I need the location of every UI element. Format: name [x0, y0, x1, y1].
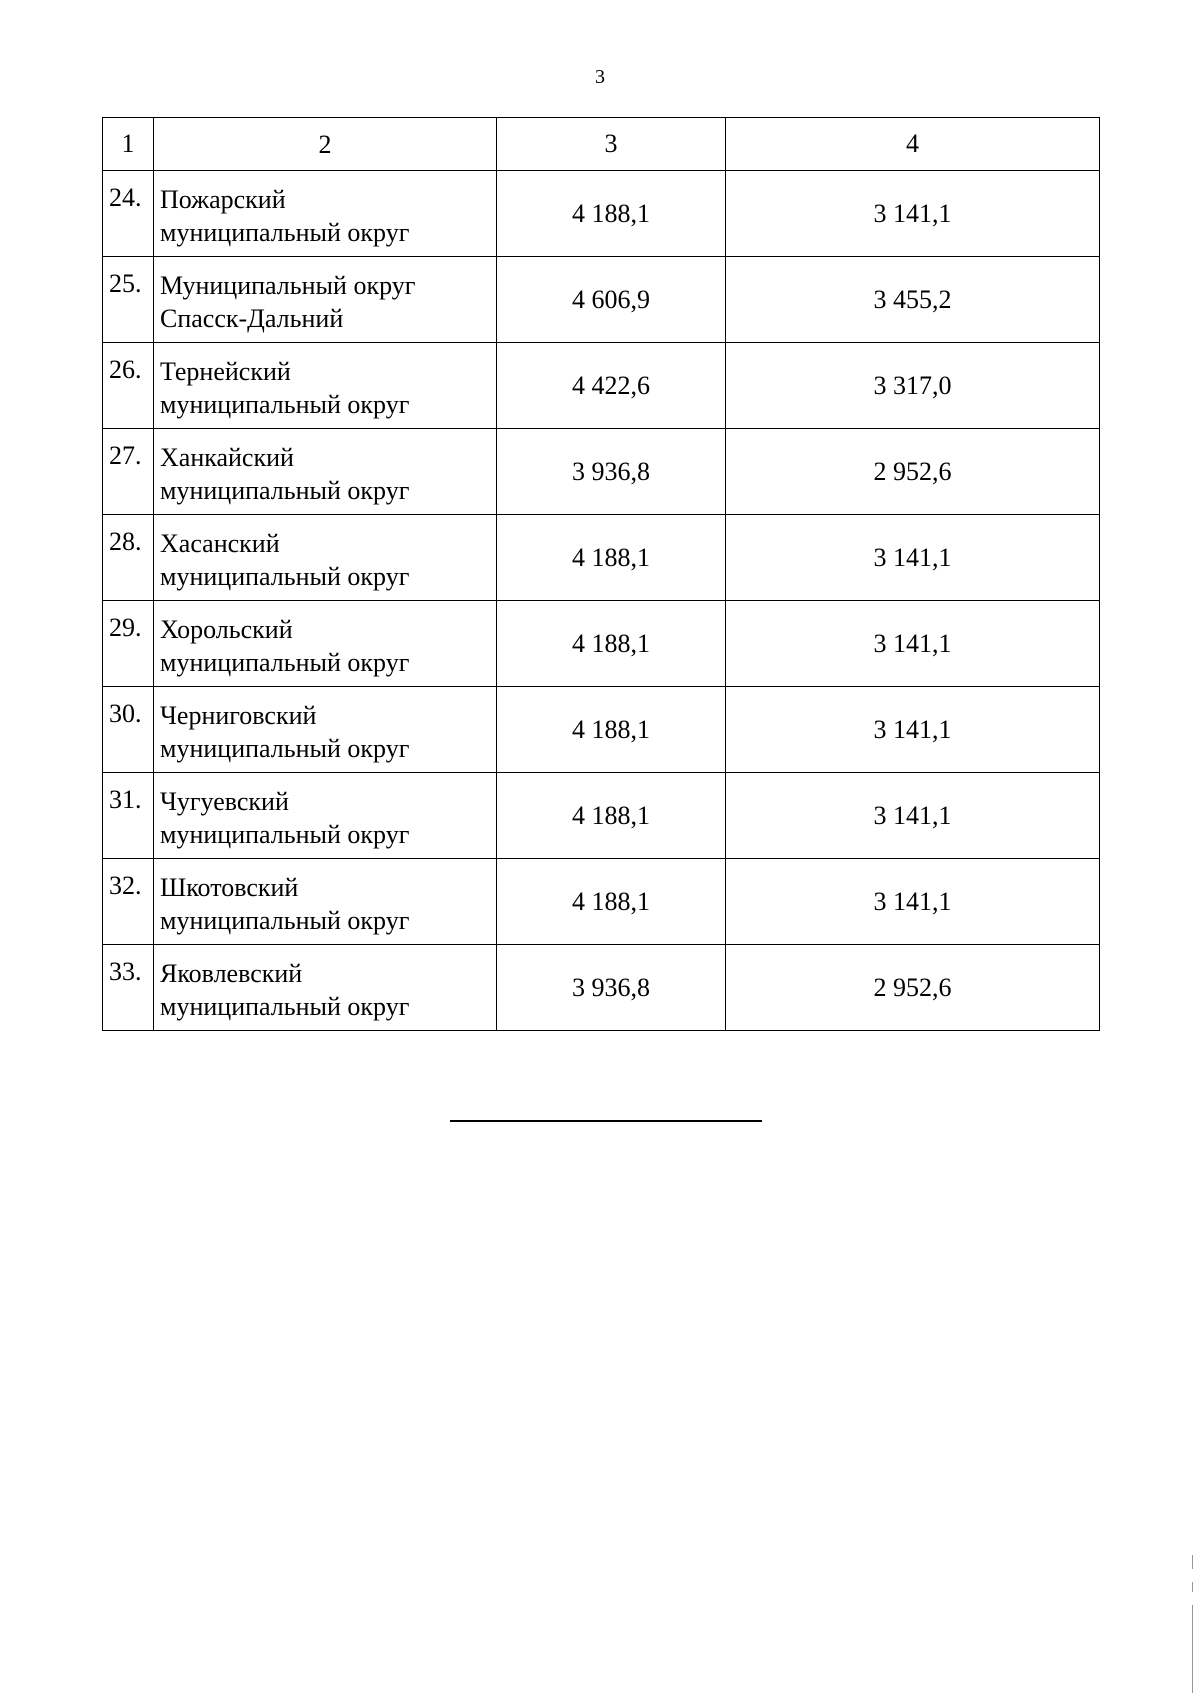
value-col-4: 3 141,1 [726, 515, 1100, 601]
municipality-name-line: муниципальный округ [160, 218, 410, 247]
value-col-3: 4 188,1 [497, 687, 726, 773]
municipality-name-line: Черниговский [160, 701, 317, 730]
municipality-name-line: муниципальный округ [160, 906, 410, 935]
municipality-name [154, 515, 497, 601]
value-col-3: 3 936,8 [497, 429, 726, 515]
municipality-name-line: Пожарский [160, 185, 286, 214]
municipality-name [154, 171, 497, 257]
table-row [103, 859, 1100, 945]
municipality-name [154, 601, 497, 687]
value-col-3: 4 188,1 [497, 773, 726, 859]
municipality-name-line: муниципальный округ [160, 734, 410, 763]
municipality-name [154, 257, 497, 343]
header-cell-4: 4 [726, 118, 1100, 171]
row-number: 25. [103, 257, 154, 343]
table-row [103, 601, 1100, 687]
value-col-3: 4 422,6 [497, 343, 726, 429]
municipality-name-line: муниципальный округ [160, 992, 410, 1021]
value-col-4: 3 317,0 [726, 343, 1100, 429]
row-number: 26. [103, 343, 154, 429]
table-row [103, 773, 1100, 859]
row-number: 33. [103, 945, 154, 1031]
table-header-row [103, 118, 1100, 171]
municipality-name-line: Спасск-Дальний [160, 304, 344, 333]
table-row [103, 429, 1100, 515]
value-col-4: 3 141,1 [726, 859, 1100, 945]
row-number: 24. [103, 171, 154, 257]
municipality-name [154, 859, 497, 945]
value-col-3: 3 936,8 [497, 945, 726, 1031]
table-body [103, 118, 1100, 1031]
row-number: 30. [103, 687, 154, 773]
value-col-3: 4 188,1 [497, 859, 726, 945]
table-row [103, 945, 1100, 1031]
table-row [103, 171, 1100, 257]
municipality-name-line: Шкотовский [160, 873, 299, 902]
municipality-name-line: Чугуевский [160, 787, 289, 816]
page-number: 3 [595, 66, 605, 88]
value-col-4: 3 455,2 [726, 257, 1100, 343]
municipality-name-line: муниципальный округ [160, 390, 410, 419]
row-number: 29. [103, 601, 154, 687]
value-col-3: 4 188,1 [497, 601, 726, 687]
end-rule [450, 1120, 762, 1122]
table-row [103, 515, 1100, 601]
value-col-3: 4 188,1 [497, 171, 726, 257]
table-row [103, 257, 1100, 343]
municipality-name-line: Муниципальный округ [160, 271, 416, 300]
data-table [102, 117, 1100, 1031]
municipality-name-line: муниципальный округ [160, 648, 410, 677]
table-row [103, 343, 1100, 429]
value-col-4: 3 141,1 [726, 773, 1100, 859]
municipality-name-line: муниципальный округ [160, 820, 410, 849]
value-col-3: 4 606,9 [497, 257, 726, 343]
header-cell-2: 2 [154, 118, 497, 171]
row-number: 31. [103, 773, 154, 859]
value-col-4: 3 141,1 [726, 171, 1100, 257]
value-col-4: 3 141,1 [726, 601, 1100, 687]
value-col-4: 3 141,1 [726, 687, 1100, 773]
scan-artifact [1192, 1555, 1193, 1569]
municipality-name-line: Ханкайский [160, 443, 294, 472]
municipality-name [154, 429, 497, 515]
table-row [103, 687, 1100, 773]
municipality-name-line: Яковлевский [160, 959, 303, 988]
municipality-name-line: Хорольский [160, 615, 293, 644]
value-col-4: 2 952,6 [726, 429, 1100, 515]
municipality-name-line: Тернейский [160, 357, 291, 386]
row-number: 32. [103, 859, 154, 945]
header-cell-3: 3 [497, 118, 726, 171]
scan-artifact [1192, 1582, 1193, 1592]
municipality-name [154, 773, 497, 859]
municipality-name [154, 687, 497, 773]
value-col-4: 2 952,6 [726, 945, 1100, 1031]
row-number: 28. [103, 515, 154, 601]
municipality-name [154, 945, 497, 1031]
header-cell-1: 1 [103, 118, 154, 171]
value-col-3: 4 188,1 [497, 515, 726, 601]
municipality-name-line: муниципальный округ [160, 476, 410, 505]
municipality-name-line: Хасанский [160, 529, 280, 558]
municipality-name [154, 343, 497, 429]
municipality-name-line: муниципальный округ [160, 562, 410, 591]
row-number: 27. [103, 429, 154, 515]
scan-artifact [1192, 1605, 1193, 1693]
